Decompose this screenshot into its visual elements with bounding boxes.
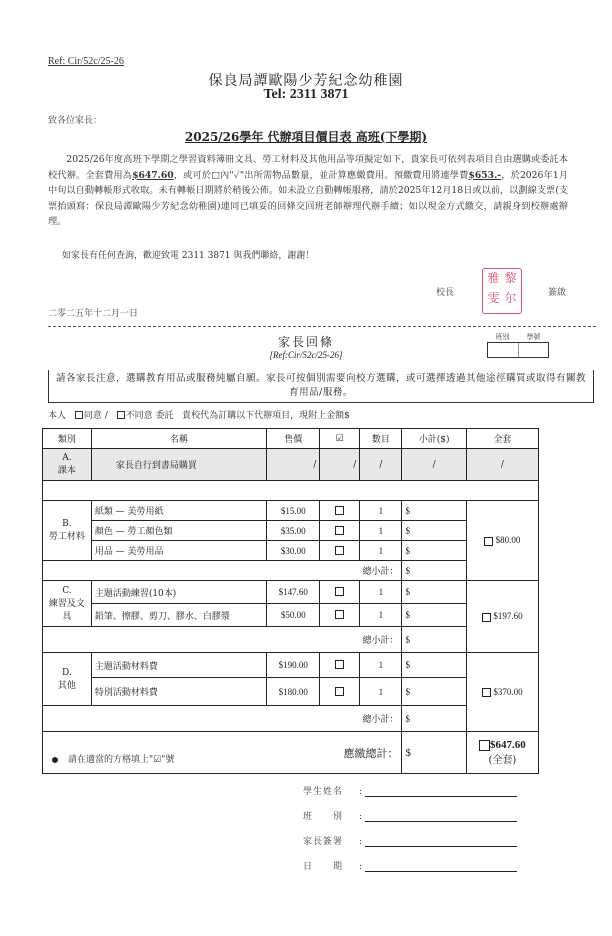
checkbox-icon[interactable] — [479, 740, 490, 751]
category-letter: B. — [62, 519, 72, 529]
item-name: 紙類 — 美勞用紙 — [91, 501, 266, 521]
category-name: 練習及文具 — [48, 598, 85, 622]
item-qty: 1 — [360, 678, 402, 706]
subtotal-label: 總小計： — [43, 561, 402, 581]
checkbox-icon[interactable] — [482, 613, 491, 622]
item-qty: 1 — [360, 521, 402, 541]
item-qty: 1 — [360, 581, 402, 604]
header-category: 類別 — [43, 429, 92, 449]
grand-total-value[interactable]: $ — [402, 732, 466, 774]
circular-date: 二零二五年十二月一日 — [48, 309, 139, 319]
field-label: 日 期 — [303, 862, 344, 872]
checkbox-icon[interactable] — [335, 546, 344, 555]
enquiry-text: 如家長有任何查詢，歡迎致電 2311 3871 與我們聯絡，謝謝！ — [62, 251, 315, 261]
header-name: 名稱 — [91, 429, 266, 449]
agree-checkbox[interactable] — [75, 411, 83, 419]
table-row — [43, 581, 539, 604]
field-class: 班 別 : — [303, 797, 517, 822]
subtotal-value[interactable]: $ — [402, 706, 466, 732]
checkbox-icon[interactable] — [335, 587, 344, 596]
category-name: 其他 — [57, 680, 76, 691]
seal-char: 尔 — [504, 291, 517, 305]
class-label: 班別 — [495, 333, 510, 341]
seal-char: 雯 — [487, 291, 500, 305]
item-price: $180.00 — [267, 678, 320, 706]
field-label: 學生姓名 — [303, 787, 344, 797]
item-price: $147.60 — [267, 581, 320, 604]
category-b — [43, 501, 92, 561]
subtotal-value[interactable]: $ — [402, 561, 466, 581]
full-set-c[interactable] — [466, 581, 538, 653]
full-set-price: $80.00 — [495, 535, 521, 546]
checkbox-icon[interactable] — [335, 526, 344, 535]
full-set-price: $197.60 — [493, 611, 523, 622]
checkbox-icon[interactable] — [484, 537, 493, 546]
class-number-box — [487, 332, 549, 358]
item-subtotal[interactable]: $ — [402, 653, 466, 678]
item-name: 鉛筆、擦膠、剪刀、膠水、白膠漿 — [91, 604, 266, 627]
slash: / — [466, 449, 538, 481]
checkbox-icon[interactable] — [335, 610, 344, 619]
seal-char: 黎 — [504, 271, 517, 285]
field-label: 家長簽署 — [303, 837, 344, 847]
item-checkbox[interactable] — [320, 541, 360, 561]
full-set-b[interactable] — [466, 501, 538, 581]
checkbox-icon[interactable] — [335, 687, 344, 696]
principal-label: 校長 — [436, 288, 455, 298]
item-qty: 1 — [360, 541, 402, 561]
category-name: 勞工材料 — [48, 532, 85, 542]
checkbox-icon[interactable] — [335, 506, 344, 515]
date-input[interactable] — [365, 860, 517, 872]
header-price: 售價 — [267, 429, 320, 449]
subtotal-row-b — [43, 561, 539, 581]
checkbox-icon[interactable] — [335, 660, 344, 669]
subtotal-row-c — [43, 627, 539, 653]
item-price: $190.00 — [267, 653, 320, 678]
class-field-input[interactable] — [365, 810, 517, 822]
table-row — [43, 501, 539, 521]
slash: / — [402, 449, 466, 481]
field-parent-signature: 家長簽署 : — [303, 822, 517, 847]
student-number-input[interactable] — [518, 343, 549, 357]
item-name: 用品 — 美勞用品 — [91, 541, 266, 561]
item-qty: 1 — [360, 501, 402, 521]
item-name: 特別活動材料費 — [91, 678, 266, 706]
reply-slip-title: 家長回條 — [277, 335, 334, 349]
reference-number: Ref: Cir/52c/25-26 — [48, 56, 124, 67]
parent-signature-input[interactable] — [365, 835, 517, 847]
table-row — [43, 678, 539, 706]
item-subtotal[interactable]: $ — [402, 541, 466, 561]
header-check: ☑ — [320, 429, 360, 449]
header-quantity: 數目 — [360, 429, 402, 449]
subtotal-label: 總小計： — [43, 627, 402, 653]
disagree-checkbox[interactable] — [117, 411, 125, 419]
body-text-2: ，或可於□內"✓"出所需物品數量，並計算應繳費用。預繳費用將連學費 — [173, 169, 469, 181]
category-a: A. 課本 — [43, 449, 92, 481]
slash: / — [267, 449, 320, 481]
item-checkbox[interactable] — [320, 678, 360, 706]
item-name-a: 家長自行到書局購買 — [91, 449, 266, 481]
table-row — [43, 604, 539, 627]
item-subtotal[interactable]: $ — [402, 521, 466, 541]
slash: / — [360, 449, 402, 481]
subtotal-value[interactable]: $ — [402, 627, 466, 653]
greeting: 致各位家長： — [48, 116, 103, 126]
item-qty: 1 — [360, 653, 402, 678]
checkbox-icon[interactable] — [482, 688, 491, 697]
field-date: 日 期 : — [303, 847, 517, 872]
circular-title: 2025/26學年 代辦項目價目表 高班(下學期) — [184, 130, 428, 144]
voluntary-notice: 請各家長注意，選購教育用品或服務純屬自願。家長可按個別需要向校方選購，或可選擇透過其他途徑購買或取得有關教育用品/服務。 — [48, 370, 594, 403]
table-row — [43, 521, 539, 541]
order-table — [42, 428, 539, 774]
consent-prefix: 本人 — [48, 411, 67, 421]
signature-label: 簽啟 — [548, 288, 567, 298]
student-number-label: 學號 — [526, 333, 541, 341]
consent-line — [48, 408, 588, 421]
item-subtotal[interactable]: $ — [402, 604, 466, 627]
field-label: 班 別 — [303, 812, 344, 822]
grand-total-label: 應繳總計： — [43, 732, 402, 774]
prepaid-fee: $653.- — [468, 169, 502, 181]
item-price: $15.00 — [267, 501, 320, 521]
subtotal-row-d — [43, 706, 539, 732]
full-set-d[interactable] — [466, 653, 538, 732]
item-name: 主題活動練習(10本) — [91, 581, 266, 604]
table-row — [43, 653, 539, 678]
header-subtotal: 小計($) — [402, 429, 466, 449]
principal-seal — [482, 268, 522, 314]
spacer-row — [43, 481, 539, 501]
seal-char: 雅 — [487, 271, 500, 285]
item-price: $50.00 — [267, 604, 320, 627]
subtotal-label: 總小計： — [43, 706, 402, 732]
bullet-icon — [52, 757, 58, 763]
table-row — [43, 541, 539, 561]
grand-full-set[interactable] — [466, 732, 538, 774]
item-subtotal[interactable]: $ — [402, 678, 466, 706]
item-checkbox[interactable] — [320, 521, 360, 541]
header-full-set: 全套 — [466, 429, 538, 449]
category-d — [43, 653, 92, 706]
signature-fields — [303, 772, 517, 872]
agree-label: 同意 / — [83, 411, 108, 421]
grand-full-set-price: $647.60 — [490, 739, 526, 751]
consent-suffix: 貴校代為訂購以下代辦項目，現附上金額$ — [182, 411, 350, 421]
class-input[interactable] — [488, 343, 518, 357]
reply-slip-ref: [Ref:Cir/52c/25-26] — [269, 350, 343, 360]
school-name: 保良局譚歐陽少芳紀念幼稚園 — [208, 73, 404, 89]
cut-line-divider — [48, 326, 596, 327]
item-checkbox[interactable] — [320, 653, 360, 678]
category-letter: D. — [62, 667, 72, 678]
instruction-note — [52, 752, 174, 765]
table-row-section-a — [43, 449, 539, 481]
table-header-row — [43, 429, 539, 449]
item-name: 主題活動材料費 — [91, 653, 266, 678]
item-subtotal[interactable]: $ — [402, 501, 466, 521]
item-subtotal[interactable]: $ — [402, 581, 466, 604]
body-text-1: 2025/26年度高班下學期之學習資料簿冊文具、勞工材料及其他用品等項擬定如下，貴家長可依列表項目自由選購或委託本校代辦。全套費用為 — [48, 154, 568, 181]
full-set-price: $647.60 — [132, 169, 174, 181]
item-qty: 1 — [360, 604, 402, 627]
item-checkbox[interactable] — [320, 604, 360, 627]
category-letter: C. — [62, 585, 72, 596]
item-name: 顏色 — 勞工顏色類 — [91, 521, 266, 541]
slash: / — [320, 449, 360, 481]
body-text-3: ，於2026年1月中旬以自動轉帳形式收取。未有轉帳日期將於稍後公佈。如未設立自動轉帳服務，請於2025年12月18日或以前，以劃線支票(支票抬頭寫：保良局譚歐陽少芳紀念幼稚園)連同已填妥的回條交回班老師辦理代辦手續；如以現金方式繳交，請親身到校辦處辦理。 — [48, 169, 569, 227]
item-price: $35.00 — [267, 521, 320, 541]
disagree-label: 不同意 委託 — [125, 411, 174, 421]
school-telephone: Tel: 2311 3871 — [263, 87, 349, 102]
field-student-name: 學生姓名 : — [303, 772, 517, 797]
item-checkbox[interactable] — [320, 501, 360, 521]
full-set-price: $370.00 — [493, 686, 523, 697]
full-set-note: (全套) — [488, 755, 517, 766]
item-checkbox[interactable] — [320, 581, 360, 604]
circular-body — [48, 152, 568, 230]
note-text: 請在適當的方格填上"☑"號 — [68, 755, 175, 765]
student-name-input[interactable] — [365, 785, 517, 797]
item-price: $30.00 — [267, 541, 320, 561]
category-c — [43, 581, 92, 627]
